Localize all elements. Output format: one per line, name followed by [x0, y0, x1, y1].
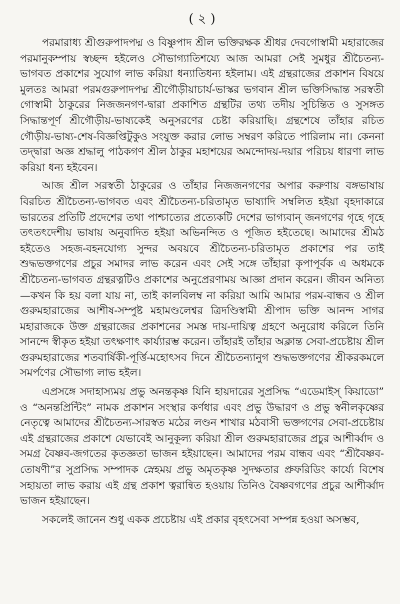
- paragraph-1: পরমারাধ্য শ্রীগুরুপাদপদ্ম ও বিষ্ণুপাদ শ্রীল ভক্তিরক্ষক শ্রীধর দেবগোস্বামী মহারাজের পরমানুকম্পায় স্বচ্ছন্দ হইলেও সৌভাগ্যাতিশয্যে আজ আমরা সেই সুমধুর শ্রীচৈতন্য-ভাগবত প্রকাশের সুযোগ লাভ করিয়া ধন্যাতিধন্য হইলাম। এই গ্রন্থরাজের প্রকাশন বিষয়ে মুলতঃ আমরা পরমগুরুপাদপদ্ম শ্রীগৌড়ীয়াচার্য-ভাস্কর ভগবান শ্রীল ভক্তিসিদ্ধান্ত সরস্বতী গোস্বামী ঠাকুরের নিজজনগণ-দ্বারা প্রকাশিত গ্রন্থটির তথ্য তদীয় সুচিন্তিত ও সুসঙ্গত সিদ্ধান্তপূর্ণ শ্রীগৌড়ীয়-ভাষ্যকেই অনুসরণের চেষ্টা করিয়াছি। গ্রন্থশেষে তাঁহার রচিত গৌড়ীয়-ভাষ্য-শেষ-বিজ্ঞপ্তিটুকুও সংযুক্ত করার লোভ সম্বরণ করিতে পারিলাম না। কেননা তদ্দ্বারা অজ্ঞ শ্রদ্ধালু পাঠকগণ শ্রীল ঠাকুর মহাশয়ের অমন্দোদয়-দয়ার পরিচয় ধারণা লাভ করিয়া ধন্য হইবেন।: [20, 37, 384, 174]
- page-number: ( ২ ): [188, 12, 216, 27]
- paragraph-2: আজ শ্রীল সরস্বতী ঠাকুরের ও তাঁহার নিজজনগণের অপার করুণায় বঙ্গভাষায় বিরচিত শ্রীচৈতন্য-ভাগবত এবং শ্রীচৈতন্য-চরিতামৃত ভাষ্যাদি সম্বলিত হইয়া বৃহদাকারে ভারতের প্রতিটি প্রদেশের তথা পাশ্চাত্যের প্রত্যেকটি দেশের ভাগ্যবান্ জনগণের গৃহে গৃহে তৎতৎদেশীয় ভাষায় অনুবাদিত হইয়া অভিনন্দিত ও পূজিত হইতেছে। আমাদের শ্রীমঠ হইতেও সহজ-বহনযোগ্য সুন্দর অবয়বে শ্রীচৈতন্য-চরিতামৃত প্রকাশের পর তাই শুদ্ধভক্তগণের প্রচুর সমাদর লাভ করেন এবং সেই সঙ্গে তাঁহারা কৃপাপূর্বক এ অধমকে শ্রীচৈতন্য-ভাগবত গ্রন্থরত্নটিও প্রকাশের অনুপ্রেরণাময় আজ্ঞা প্রদান করেন। জীবন অনিত্য—কখন কি হয় বলা যায় না, তাই কালবিলম্ব না করিয়া আমি আমার পরম-বান্ধব ও শ্রীল গুরুমহারাজের আশীষ-সম্পুষ্ট মহামণ্ডলেশ্বর ত্রিদণ্ডিস্বামী শ্রীপাদ ভক্তি আনন্দ সাগর মহারাজকে উক্ত গ্রন্থরাজের প্রকাশনের সমস্ত দায়-দায়িত্ব গ্রহণে অনুরোধ করিলে তিনি সানন্দে স্বীকৃত হইয়া তৎক্ষণাৎ কার্য্যারম্ভ করেন। তাঁহারই তাঁহার অক্লান্ত সেবা-প্রচেষ্টায় শ্রীল গুরুমহারাজের শতবার্ষিকী-পূর্ত্তি-মহোৎসব দিনে শ্রীচৈতন্যানুগ শুদ্ধভক্তগণের শ্রীকরকমলে সমর্পণের সৌভাগ্য লাভ হইল।: [20, 180, 384, 380]
- paragraph-3: এপ্রসঙ্গে সদাহাস্যময় প্রভু অনন্তকৃষ্ণ যিনি হায়দারের সুপ্রসিদ্ধ “এডেমাইস্ কিয়াডো” ও “অনন্তপ্রিন্টিং” নামক প্রকাশন সংস্থার কর্ণধার এবং প্রভু উদ্ধারণ ও প্রভু স্বনীলকৃষ্ণের নেতৃত্বে আমাদের শ্রীচৈতন্য-সারস্বত মঠের লণ্ডন শাখার মঠবাসী ভক্তগণের সেবা-প্রচেষ্টায় এই গ্রন্থরাজের প্রকাশে যেভাবেই আনুকূল্য করিয়া শ্রীল গুরুমহারাজের প্রচুর আশীর্ব্বাদ ও সমগ্র বৈষ্ণব-জগতের কৃতজ্ঞতা ভাজন হইয়াছেন। আমাদের পরম বান্ধব এবং “শ্রীবৈষ্ণব-তোষণী”র সুপ্রসিদ্ধ সম্পাদক স্নেহময় প্রভু অমৃতকৃষ্ণ সুদক্ষতার প্রুফরিডিং কার্য্যে বিশেষ সহায়তা লাভ করায় এই গ্রন্থ প্রকাশ ত্বরান্বিত হওয়ায় তিনিও বৈষ্ণবগণের প্রচুর আশীর্ব্বাদ ভাজন হইয়াছেন।: [20, 386, 384, 508]
- paragraph-4: সকলেই জানেন শুধু একক প্রচেষ্টায় এই প্রকার বৃহৎসেবা সম্পন্ন হওয়া অসম্ভব,: [42, 513, 360, 526]
